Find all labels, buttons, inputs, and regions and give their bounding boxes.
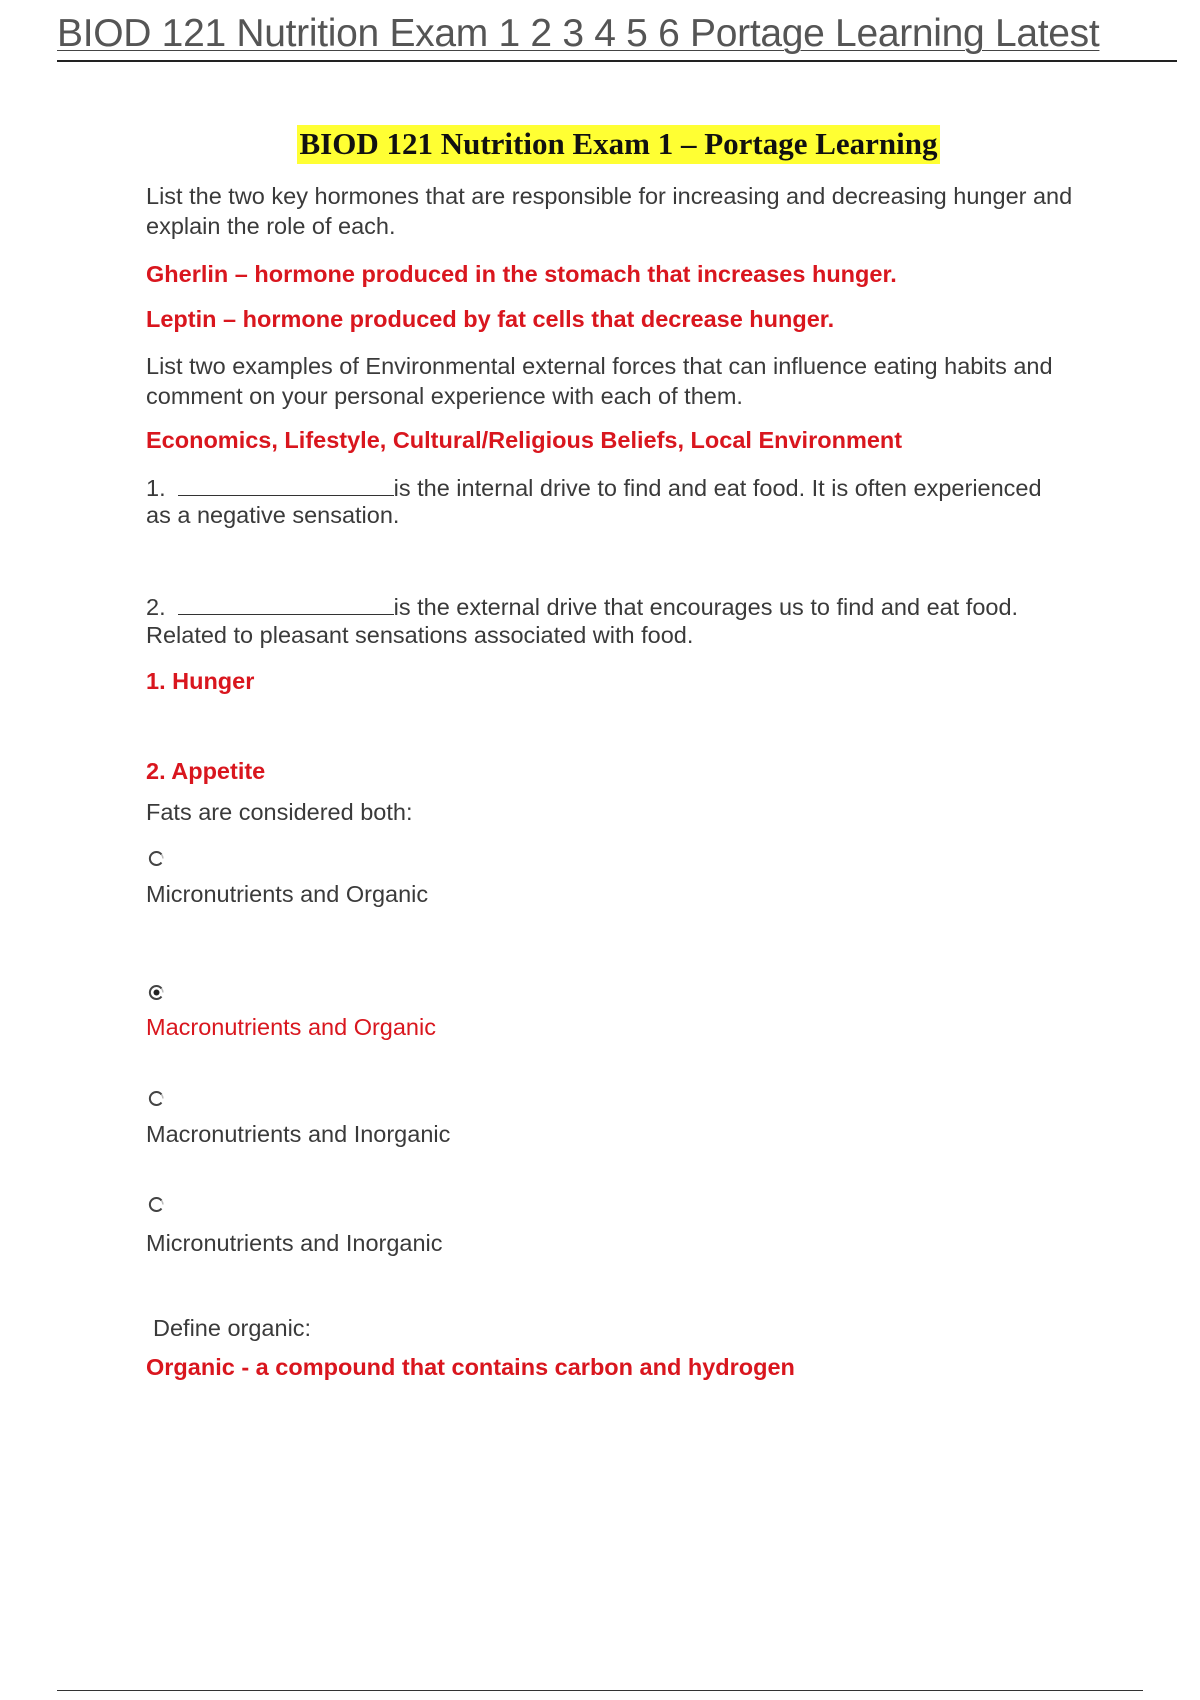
fill-blank-item-1 — [146, 473, 1106, 503]
answer-hunger: 1. Hunger — [146, 668, 255, 694]
exam-title-container — [0, 125, 1200, 164]
question-define-organic: Define organic: — [153, 1315, 312, 1341]
question-fats: Fats are considered both: — [146, 799, 413, 825]
question-environmental-forces: List two examples of Environmental external forces that can influence eating habits and comment on your personal experience with each of them. — [146, 353, 1053, 409]
option-label-3: Macronutrients and Inorganic — [146, 1121, 451, 1147]
item-text: is the internal drive to find and eat food. It is often experienced — [393, 475, 1042, 501]
item-number: 2. — [146, 594, 166, 620]
option-label-2: Macronutrients and Organic — [146, 1014, 436, 1040]
radio-option-2[interactable] — [148, 984, 165, 1001]
page-header — [57, 14, 1177, 62]
fill-blank-item-1-cont: as a negative sensation. — [146, 502, 400, 528]
answer-organic: Organic - a compound that contains carbon and hydrogen — [146, 1354, 795, 1380]
question-hormones: List the two key hormones that are responsible for increasing and decreasing hunger and explain the role of each. — [146, 183, 1073, 239]
answer-ghrelin: Gherlin – hormone produced in the stomach that increases hunger. — [146, 261, 897, 287]
radio-option-3[interactable] — [148, 1090, 165, 1107]
radio-option-1[interactable] — [148, 850, 165, 867]
radio-unselected-icon — [148, 850, 165, 867]
option-label-4: Micronutrients and Inorganic — [146, 1230, 443, 1256]
answer-appetite: 2. Appetite — [146, 758, 266, 784]
radio-unselected-icon — [148, 1196, 165, 1213]
item-text: is the external drive that encourages us to find and eat food. — [393, 594, 1019, 620]
option-label-1: Micronutrients and Organic — [146, 881, 429, 907]
radio-unselected-icon — [148, 1090, 165, 1107]
exam-title: BIOD 121 Nutrition Exam 1 – Portage Learning — [297, 125, 939, 164]
radio-selected-icon — [148, 984, 165, 1001]
document-title: BIOD 121 Nutrition Exam 1 2 3 4 5 6 Portage Learning Latest — [57, 12, 1100, 55]
fill-blank-item-2 — [146, 592, 1106, 622]
blank-line — [178, 594, 394, 615]
answer-environmental-forces: Economics, Lifestyle, Cultural/Religious Beliefs, Local Environment — [146, 427, 903, 453]
page-footer-rule — [57, 1690, 1143, 1691]
blank-line — [178, 475, 394, 496]
answer-leptin: Leptin – hormone produced by fat cells that decrease hunger. — [146, 306, 835, 332]
radio-option-4[interactable] — [148, 1196, 165, 1213]
item-number: 1. — [146, 475, 166, 501]
fill-blank-item-2-cont: Related to pleasant sensations associated with food. — [146, 622, 694, 648]
